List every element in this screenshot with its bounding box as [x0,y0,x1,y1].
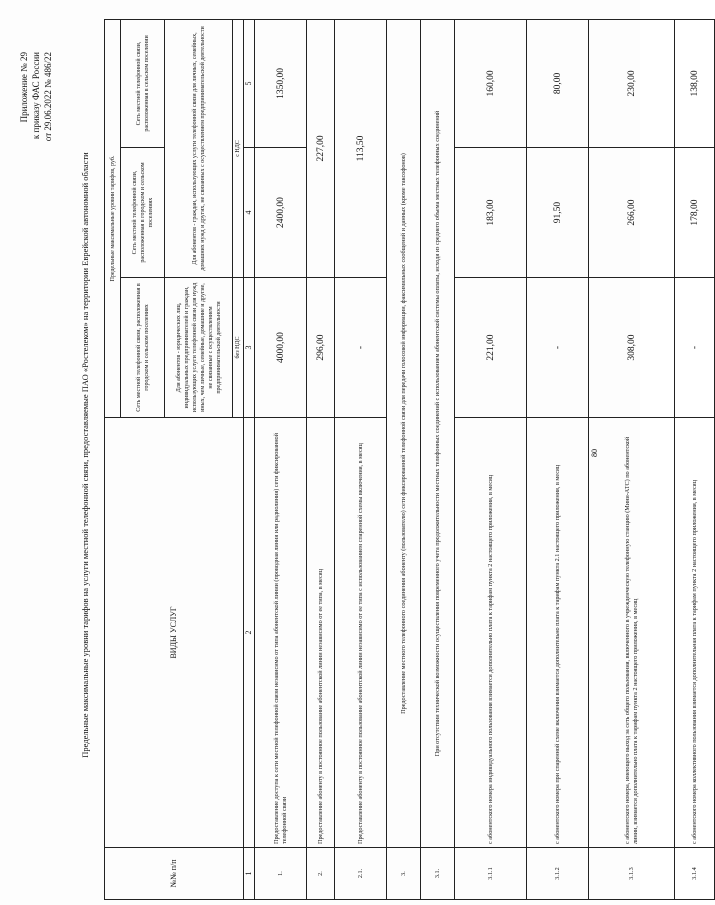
row-num: 3.1.1 [455,848,527,900]
value-a: 308,00 [589,278,675,418]
value-a: 296,00 [307,278,335,418]
row-num: 3.1.4 [675,848,715,900]
col-num-5: 5 [244,19,255,147]
table-row [675,19,715,899]
value-b: 91,50 [527,148,589,278]
table-row [527,19,589,899]
table-row [455,19,527,899]
value-a: - [527,278,589,418]
row-text: с абонентского номера, имеющего выход за сеть общего пользования, включенного в учрежденческую телефонную станцию (Мини-АТС) по абонентской линии, взимается дополнительно плата к тарифам пункта 2 настоящего приложения, в месяц [589,418,675,848]
row-text: Предоставление местного телефонного соединения абоненту (пользователю) сети фиксированной телефонной связи для передачи голосовой информации, факсимильных сообщений и данных (кроме таксофонов) [387,19,421,847]
head-desc-bc: Для абонентов - граждан, использующих услуги телефонной связи для личных, семейных, домашних нужд и других, не связанных с осуществлением предпринимательской деятельности [165,19,233,277]
value-c: 1350,00 [255,19,307,147]
head-tax-bc: с НДС [233,19,244,277]
appendix-line-3: от 29.06.2022 № 486/22 [43,52,53,142]
row-text: Предоставление абоненту в постоянное пользование абонентской линии независимо от ее типа, в месяц [307,418,335,848]
col-num-3: 3 [244,278,255,418]
head-sub-c: Сеть местной телефонной связи, расположенная в сельском поселении [121,19,165,147]
head-desc-a: Для абонентов - юридических лиц, индивидуальных предпринимателей и граждан, использующих услуги телефонной связи для нужд иных, чем личные, семейные, домашние и другие, не связанные с осуществлением предпринимательской деятельности [165,278,233,418]
row-num: 3.1. [421,848,455,900]
value-c: 80,00 [527,19,589,147]
head-tax-a: без НДС [233,278,244,418]
row-text: с абонентского номера индивидуального пользования взимается дополнительно плата к тарифам пункта 2 настоящего приложения, в месяц [455,418,527,848]
table-row [255,19,307,899]
head-num: №№ п/п [105,848,244,900]
value-b: 183,00 [455,148,527,278]
table-row [335,19,387,899]
value-a: 221,00 [455,278,527,418]
head-group: Предельные максимальные уровни тарифов, руб. [105,19,121,417]
row-num: 3. [387,848,421,900]
row-num: 1. [255,848,307,900]
value-a: - [335,278,387,418]
value-c: 138,00 [675,19,715,147]
table-row [589,19,675,899]
value-a: 4000,00 [255,278,307,418]
value-c: 160,00 [455,19,527,147]
page-number: 80 [590,449,599,457]
appendix-line-1: Приложение № 29 [19,52,29,123]
value-b: 178,00 [675,148,715,278]
value-c: 230,00 [589,19,675,147]
row-num: 2.1. [335,848,387,900]
row-text: с абонентского номера коллективного пользования взимается дополнительная плата к тарифам пункта 2 настоящего приложения, в месяц [675,418,715,848]
document-title: Предельные максимальные уровни тарифов на услуги местной телефонной связи, предоставляемые ПАО «Ростелеком» на территории Еврейской автономной области [80,152,90,758]
row-num: 2. [307,848,335,900]
table-row [307,19,335,899]
appendix-line-2: к приказу ФАС России [31,52,41,140]
col-num-1: 1 [244,848,255,900]
row-text: с абонентского номера при спаренной схеме включения взимается дополнительно плата к тарифам пункта 2.1 настоящего приложения, в месяц [527,418,589,848]
value-bc: 113,50 [335,19,387,277]
row-text: При отсутствии технической возможности осуществления повременного учета продолжительности местных телефонных соединений с использованием абонентской системы оплаты, исходя из среднего объема местных телефонных соединений [421,19,455,847]
col-num-2: 2 [244,418,255,848]
head-sub-a: Сеть местной телефонной связи, расположенная в городском и сельском поселениях [121,278,165,418]
col-num-4: 4 [244,148,255,278]
head-services: ВИДЫ УСЛУГ [105,418,244,848]
value-bc: 227,00 [307,19,335,277]
table-row [421,19,455,899]
table-row [387,19,421,899]
row-text: Предоставление абоненту в постоянное пользование абонентской линии независимо от ее типа с использованием спаренной схемы включения, в месяц [335,418,387,848]
head-sub-b: Сеть местной телефонной связи, расположенная в городском и сельском поселениях [121,148,165,278]
value-b: 2400,00 [255,148,307,278]
row-text: Предоставление доступа к сети местной телефонной связи независимо от типа абонентской линии (проводная линия или радиолиния) сети фиксированной телефонной связи [255,418,307,848]
value-a: - [675,278,715,418]
appendix-note [18,52,54,141]
value-b: 266,00 [589,148,675,278]
row-num: 3.1.2 [527,848,589,900]
tariff-table [104,19,715,900]
row-num: 3.1.3 [589,848,675,900]
